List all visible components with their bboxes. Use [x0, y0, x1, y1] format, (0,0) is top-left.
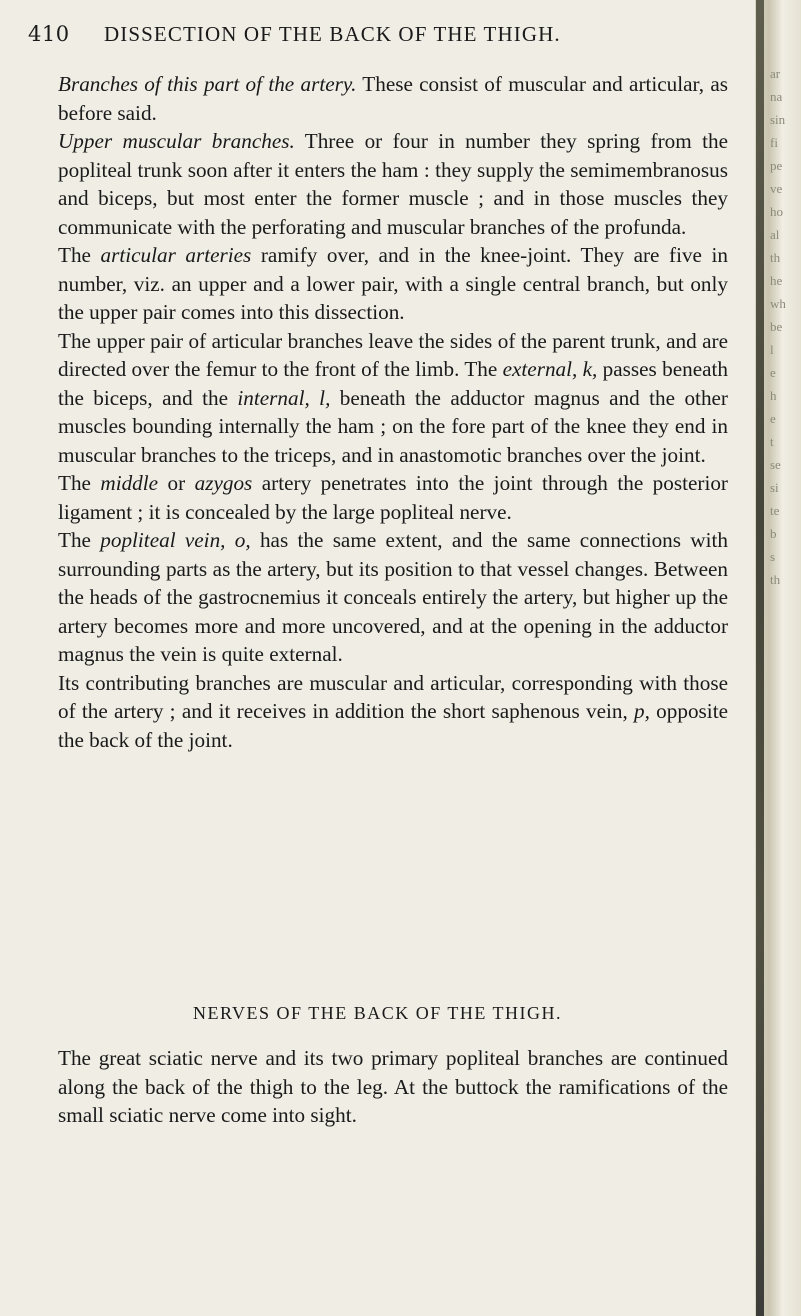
- paragraph-text: The: [58, 471, 101, 495]
- paragraph-lead: Branches of this part of the artery.: [58, 72, 357, 96]
- paragraph-text: beneath the adductor magnus and the other muscles bounding internally the ham ; on the fore part of the knee they end in muscular branches to the triceps, and in anastomotic branches over the joint.: [58, 385, 728, 467]
- page-number: 410: [28, 22, 70, 46]
- binding-edge: [756, 0, 764, 1316]
- paragraph-text: The upper pair of articular branches leave the sides of the parent trunk, and are directed over the femur to the front of the limb. The: [58, 328, 728, 381]
- term-middle: middle: [100, 471, 159, 495]
- section-text: [58, 1044, 728, 1130]
- paragraph-text: opposite the back of the joint.: [58, 699, 728, 752]
- paragraph: [58, 469, 728, 526]
- term-azygos: azygos: [194, 471, 253, 495]
- paragraph: [58, 127, 728, 241]
- paragraph-lead: articular arteries: [100, 243, 252, 267]
- running-head: DISSECTION OF THE BACK OF THE THIGH.: [104, 22, 561, 46]
- paragraph-lead: popliteal vein, o,: [100, 528, 251, 552]
- paragraph-text: These consist of muscular and articular, as before said.: [58, 72, 728, 125]
- paragraph-text: ramify over, and in the knee-joint. They are five in number, viz. an upper and a lower pair, with a single central branch, but only the upper pair comes into this dissection.: [58, 243, 728, 324]
- paragraph-text: passes beneath the biceps, and the: [58, 357, 728, 410]
- term-internal: internal, l,: [237, 385, 331, 410]
- paragraph-text: Three or four in number they spring from the popliteal trunk soon after it enters the ham : they supply the semimembranosus and biceps, but most enter the former muscle ; and in those muscles they communicate with the perforating and muscular branches of the profunda.: [58, 129, 728, 239]
- facing-page-bleed: ar na sin fi pe ve ho al th he wh be l e h e t se si te b s th: [770, 66, 786, 587]
- paragraph: The great sciatic nerve and its two primary popliteal branches are continued along the back of the thigh to the leg. At the buttock the ramifications of the small sciatic nerve come into sight.: [58, 1046, 728, 1127]
- paragraph: [58, 669, 728, 755]
- paragraph-text: Its contributing branches are muscular and articular, corresponding with those of the artery ; and it receives in addition the short saphenous vein,: [58, 670, 728, 723]
- paragraph: [58, 241, 728, 327]
- paragraph: [58, 526, 728, 669]
- paragraph-lead: Upper muscular branches.: [58, 129, 295, 153]
- paragraph-text: or: [158, 471, 195, 495]
- page-header: [28, 22, 748, 52]
- paragraph-text: has the same extent, and the same connections with surrounding parts as the artery, but its position to that vessel changes. Between the heads of the gastrocnemius it conceals entirely the artery, but higher up the artery becomes more and more uncovered, and at the opening in the adductor magnus the vein is quite external.: [58, 528, 728, 666]
- term-external: external, k,: [502, 357, 598, 381]
- main-text: [58, 70, 728, 754]
- term-p: p,: [634, 699, 650, 723]
- paragraph: [58, 70, 728, 127]
- paragraph-text: artery penetrates into the joint through the posterior ligament ; it is concealed by the large popliteal nerve.: [58, 471, 728, 524]
- section-heading: NERVES OF THE BACK OF THE THIGH.: [192, 1003, 563, 1023]
- paragraph-text: The: [58, 528, 101, 552]
- paragraph-text: The: [58, 243, 101, 267]
- paragraph: [58, 327, 728, 470]
